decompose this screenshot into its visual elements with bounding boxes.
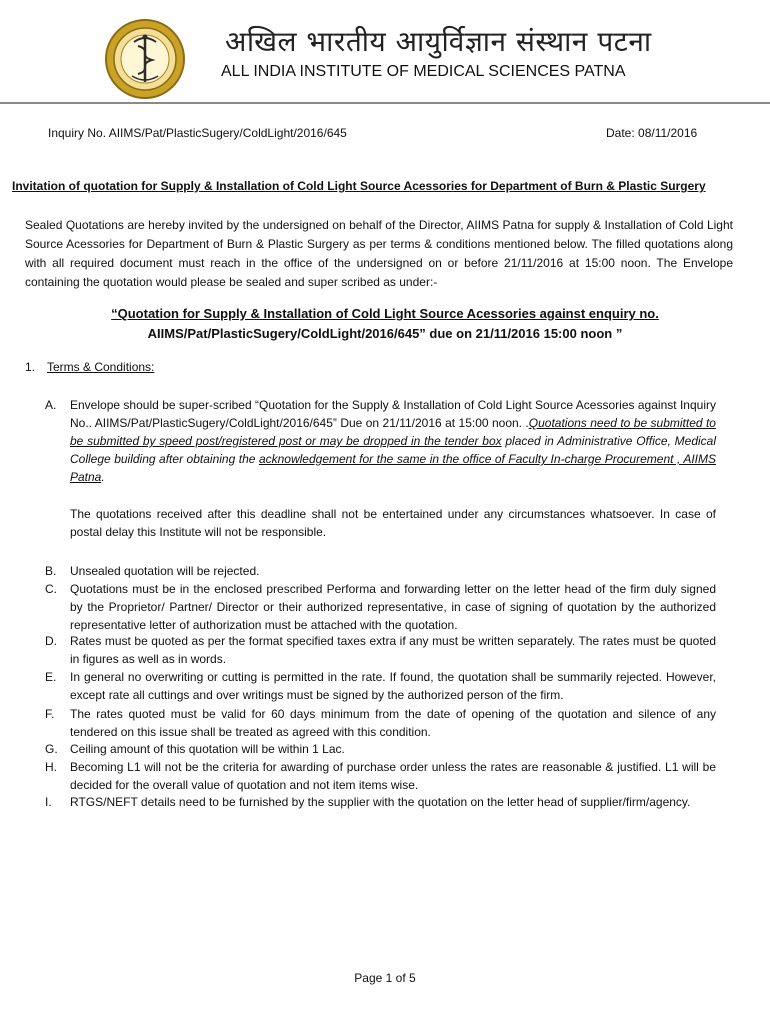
item-text: RTGS/NEFT details need to be furnished by the supplier with the quotation on the letter head of supplier/firm/agency. <box>70 795 691 809</box>
institute-name-english: ALL INDIA INSTITUTE OF MEDICAL SCIENCES PATNA <box>221 63 626 80</box>
document-date: Date: 08/11/2016 <box>606 126 698 140</box>
item-a-t2: placed in Administrative Office, Medical College building after obtaining the <box>70 434 716 466</box>
quotation-title-line1: “Quotation for Supply & Installation of Cold Light Source Acessories against enquiry no. <box>111 306 659 321</box>
item-text: Unsealed quotation will be rejected. <box>70 564 260 578</box>
item-label: C. <box>45 582 57 596</box>
item-text: Rates must be quoted as per the format specified taxes extra if any must be written separately. The rates must be quoted in figures as well as in words. <box>70 634 716 666</box>
document-heading: Invitation of quotation for Supply & Installation of Cold Light Source Acessories for Department of Burn & Plastic Surgery <box>12 179 706 193</box>
intro-paragraph: Sealed Quotations are hereby invited by the undersigned on behalf of the Director, AIIMS Patna for supply & Installation of Cold Light Source Acessories for Department of Burn & Plastic Surgery as per terms & conditions mentioned below. The filled quotations along with all required document must reach in the office of the undersigned on or before 21/11/2016 at 15:00 noon. The Envelope containing the quotation would please be sealed and super scribed as under:- <box>25 218 733 289</box>
item-text: Becoming L1 will not be the criteria for awarding of purchase order unless the rates are reasonable & justified. L1 will be decided for the overall value of quotation and not item items wise. <box>70 760 716 792</box>
item-label: A. <box>45 398 57 412</box>
item-text: In general no overwriting or cutting is permitted in the rate. If found, the quotation shall be summarily rejected. However, except rate all cuttings and over writings must be signed by the authorized person of the firm. <box>70 670 716 702</box>
item-a-u3: acknowledgement for the same in the office of Faculty In-charge Procurement , AIIMS <box>258 452 716 466</box>
item-label: B. <box>45 564 57 578</box>
item-text: Ceiling amount of this quotation will be within 1 Lac. <box>70 742 345 756</box>
institute-name-hindi: अखिल भारतीय आयुर्विज्ञान संस्थान पटना <box>225 25 652 58</box>
item-a-paragraph2: The quotations received after this deadline shall not be entertained under any circumstances whatsoever. In case of postal delay this Institute will not be responsible. <box>70 507 716 539</box>
page-number: Page 1 of 5 <box>354 971 416 985</box>
item-a-u1: Quotations need to be submitted to <box>528 416 716 430</box>
aiims-logo <box>104 18 186 100</box>
section-number: 1. <box>25 360 36 374</box>
header-divider <box>0 102 770 104</box>
item-text: Envelope should be super-scribed “Quotation for the Supply & Installation of Cold Light Source Acessories against Inquiry No.. AIIMS/Pat/PlasticSugery/ColdLight/2016/645” Due on 21/11/2016 at 15:00 noon. .Quotations need to be submitted to be submitted by speed post/registered post or may be dropped in the tender box placed in Administrative Office, Medical College building after obtaining the acknowledgement for the same in the office of Faculty In-charge Procurement , AIIMS Patna. The quotations received after this deadline shall not be entertained under any circumstances whatsoever. In case of postal delay this Institute will not be responsible. <box>70 398 716 539</box>
item-label: F. <box>45 707 55 721</box>
item-a-u2: be submitted by speed post/registered post or may be dropped in the tender box <box>70 434 502 448</box>
quotation-title <box>60 304 710 344</box>
term-item-a <box>45 396 715 541</box>
item-label: D. <box>45 634 57 648</box>
item-a-part1: Envelope should be super-scribed “Quotation for the Supply & Installation of Cold Light Source Acessories against Inquiry No.. AIIMS/Pat/PlasticSugery/ColdLight/2016/645” Due on 21/11/2016 at 15:00 noon. . <box>70 398 716 430</box>
item-a-u4: Patna <box>70 470 102 484</box>
inquiry-number: Inquiry No. AIIMS/Pat/PlasticSugery/ColdLight/2016/645 <box>48 126 347 140</box>
item-label: E. <box>45 670 57 684</box>
item-label: H. <box>45 760 57 774</box>
item-label: I. <box>45 795 52 809</box>
item-text: The rates quoted must be valid for 60 days minimum from the date of opening of the quotation and silence of any tendered on this issue shall be treated as agreed with this condition. <box>70 707 716 739</box>
item-label: G. <box>45 742 58 756</box>
item-text: Quotations must be in the enclosed prescribed Performa and forwarding letter on the letter head of the firm duly signed by the Proprietor/ Partner/ Director or their authorized representative, in case of signing of quotation by the authorized representative letter of authorization must be attached with the quotation. <box>70 582 716 632</box>
section-title: Terms & Conditions: <box>47 360 155 374</box>
quotation-title-line2: AIIMS/Pat/PlasticSugery/ColdLight/2016/645” due on 21/11/2016 15:00 noon ” <box>147 326 623 341</box>
